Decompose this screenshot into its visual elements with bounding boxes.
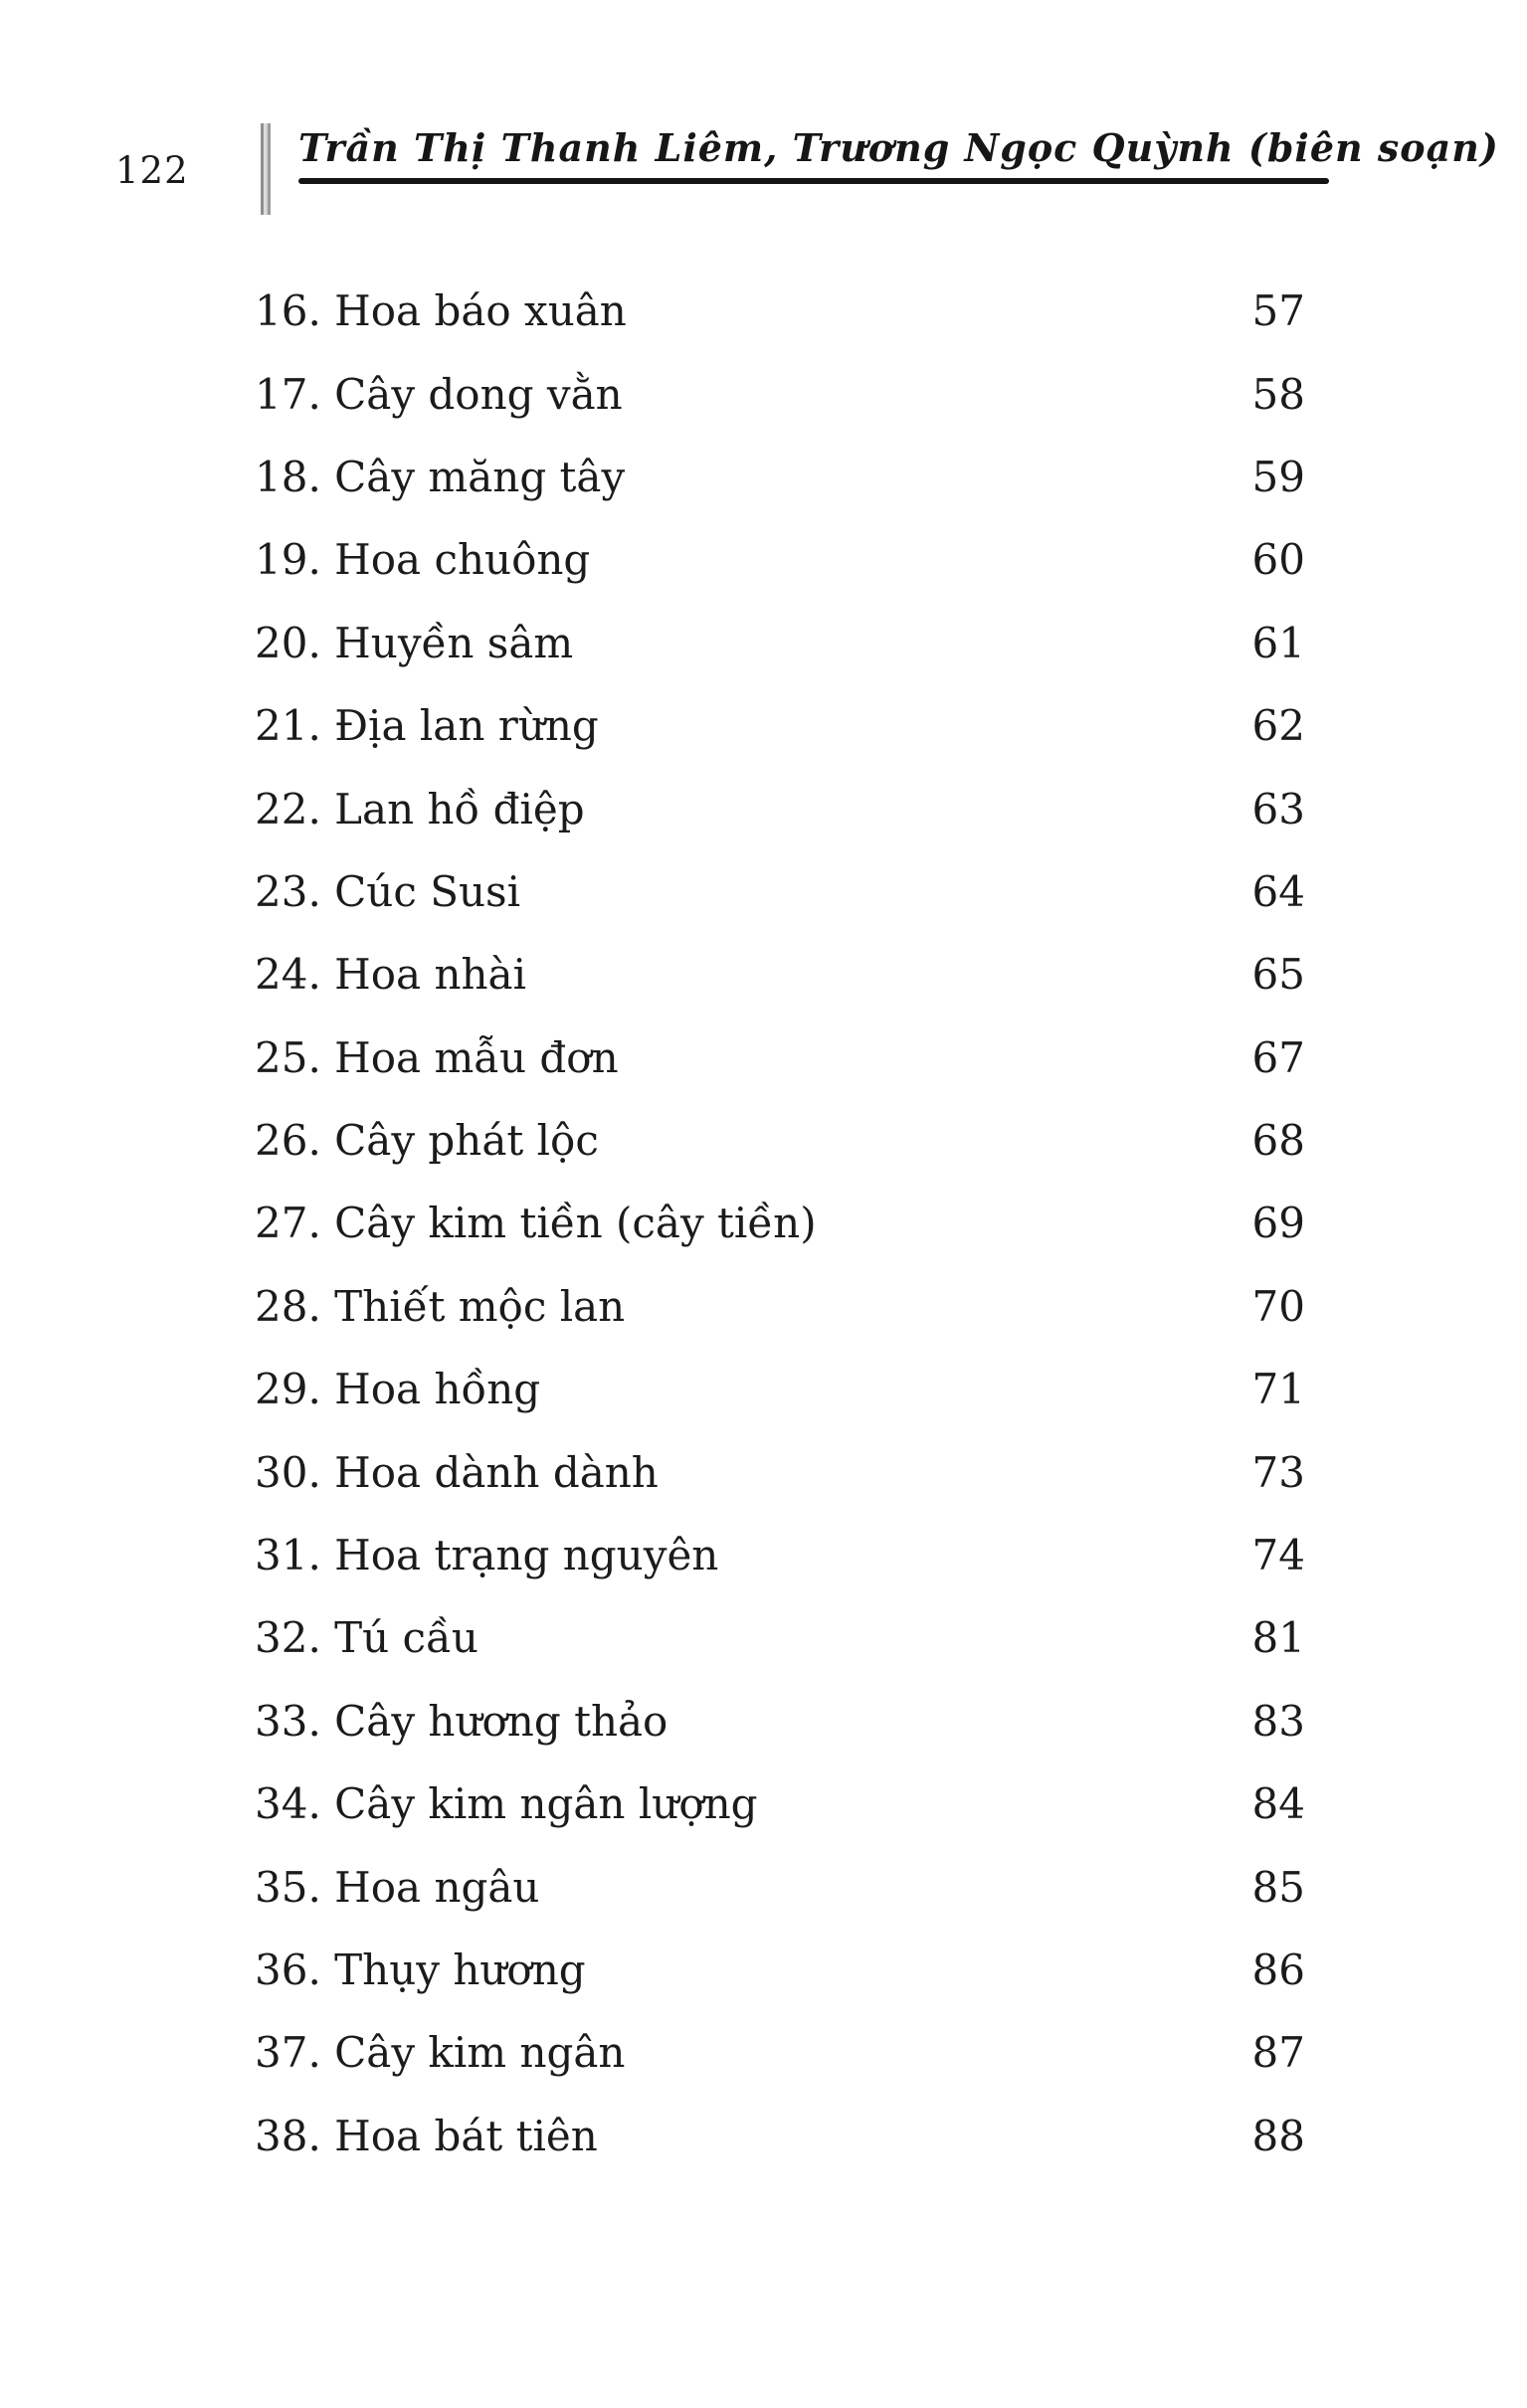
toc-entry-label: 31. Hoa trạng nguyên [255,1531,719,1580]
toc-entry-page: 88 [1251,2111,1305,2160]
toc-entry-label: 20. Huyền sâm [255,618,574,667]
toc-entry-label: 35. Hoa ngâu [255,1862,540,1912]
toc-entry-label: 38. Hoa bát tiên [255,2111,598,2160]
toc-row [255,602,1305,684]
toc-entry-page: 63 [1251,784,1305,834]
toc-row [255,1182,1305,1264]
toc-entry-page: 68 [1251,1116,1305,1166]
toc-entry-label: 23. Cúc Susi [255,866,521,916]
toc-row [255,1430,1305,1513]
toc-entry-page: 81 [1251,1613,1305,1663]
toc-row [255,1265,1305,1348]
toc-entry-page: 60 [1251,535,1305,585]
toc-row [255,767,1305,849]
toc-entry-label: 22. Lan hồ điệp [255,784,585,834]
toc-row [255,1929,1305,2011]
toc-entry-page: 69 [1251,1199,1305,1248]
toc-entry-label: 30. Hoa dành dành [255,1447,659,1497]
toc-entry-label: 24. Hoa nhài [255,950,527,1000]
toc-entry-page: 84 [1251,1779,1305,1829]
toc-entry-page: 70 [1251,1281,1305,1331]
toc-entry-label: 27. Cây kim tiền (cây tiền) [255,1199,817,1248]
toc-entry-label: 26. Cây phát lộc [255,1116,599,1166]
toc-entry-label: 17. Cây dong vằn [255,369,623,419]
toc-entry-page: 59 [1251,452,1305,501]
toc-entry-page: 74 [1251,1531,1305,1580]
toc-entry-page: 71 [1251,1365,1305,1414]
toc-entry-label: 29. Hoa hồng [255,1365,541,1414]
toc-row [255,1762,1305,1845]
toc-row [255,352,1305,435]
toc-entry-page: 64 [1251,866,1305,916]
toc-entry-label: 32. Tú cầu [255,1613,478,1663]
toc-entry-label: 33. Cây hương thảo [255,1696,668,1746]
toc-entry-page: 57 [1251,286,1305,336]
toc-entry-label: 25. Hoa mẫu đơn [255,1032,619,1082]
toc-entry-page: 61 [1251,618,1305,667]
toc-row [255,1099,1305,1182]
header-title: Trần Thị Thanh Liêm, Trương Ngọc Quỳnh (biên soạn) [298,125,1499,170]
page-header [298,125,1499,184]
toc-entry-label: 34. Cây kim ngân lượng [255,1779,758,1829]
toc-entry-page: 67 [1251,1032,1305,1082]
toc-row [255,1514,1305,1596]
toc-entry-label: 37. Cây kim ngân [255,2028,626,2078]
toc-entry-label: 36. Thụy hương [255,1945,586,1994]
toc-row [255,436,1305,518]
toc-entry-label: 18. Cây măng tây [255,452,626,501]
toc-entry-label: 19. Hoa chuông [255,535,591,585]
toc-entry-label: 28. Thiết mộc lan [255,1281,626,1331]
toc-entry-page: 83 [1251,1696,1305,1746]
toc-entry-page: 58 [1251,369,1305,419]
toc-row [255,1596,1305,1679]
toc-entry-page: 86 [1251,1945,1305,1994]
toc-row [255,1348,1305,1430]
toc-list [255,270,1305,2177]
toc-entry-label: 21. Địa lan rừng [255,701,599,751]
toc-entry-page: 87 [1251,2028,1305,2078]
toc-entry-page: 85 [1251,1862,1305,1912]
toc-entry-page: 65 [1251,950,1305,1000]
page-number: 122 [115,149,189,192]
toc-row [255,2095,1305,2177]
header-rule [298,178,1329,184]
toc-row [255,1680,1305,1762]
toc-row [255,933,1305,1016]
header-divider-bar [261,123,271,215]
toc-row [255,270,1305,352]
toc-row [255,1017,1305,1099]
toc-row [255,518,1305,601]
toc-entry-page: 73 [1251,1447,1305,1497]
toc-row [255,2011,1305,2094]
toc-row [255,1845,1305,1928]
toc-entry-label: 16. Hoa báo xuân [255,286,627,336]
toc-entry-page: 62 [1251,701,1305,751]
toc-row [255,684,1305,767]
toc-row [255,850,1305,933]
